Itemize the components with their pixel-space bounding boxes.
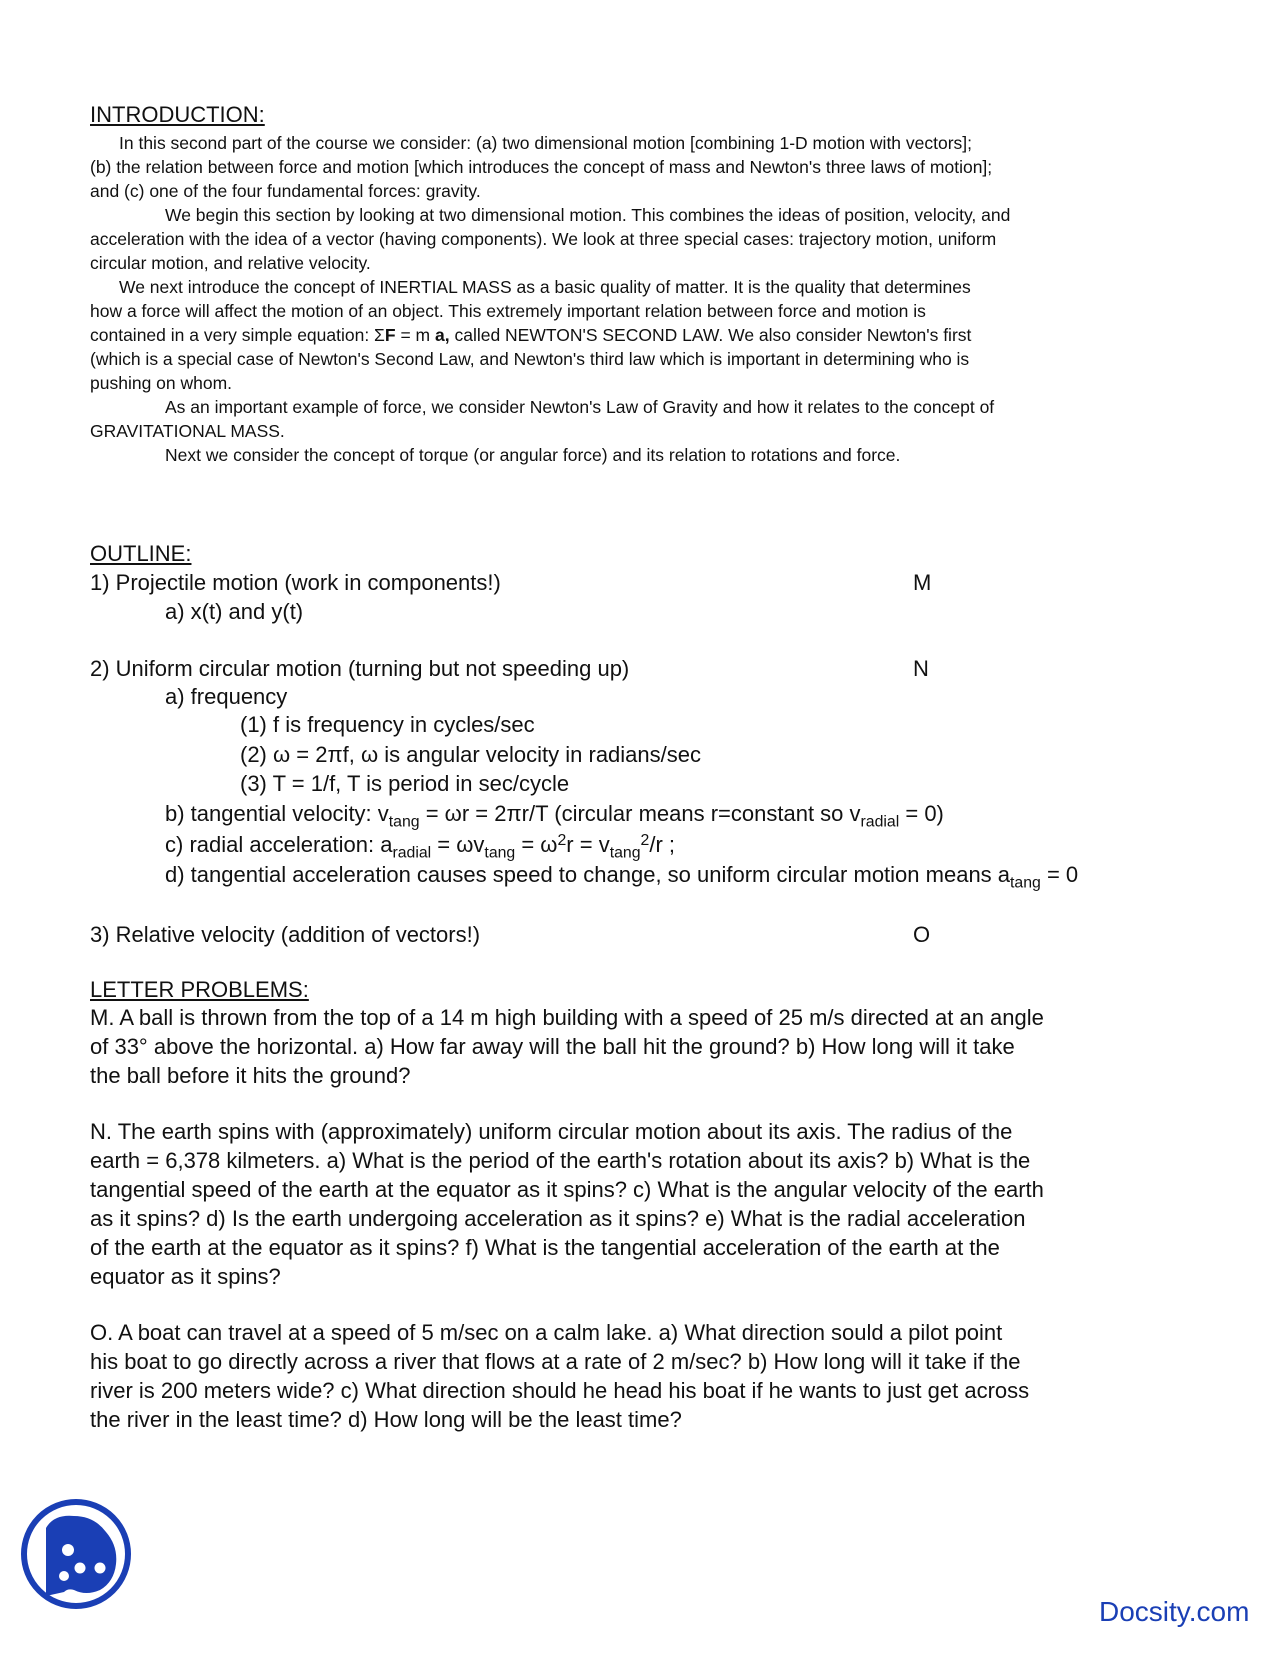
outline-subitem: a) frequency xyxy=(165,684,288,709)
outline-subitem: a) x(t) and y(t) xyxy=(165,599,304,624)
subscript: tang xyxy=(1010,874,1041,892)
docsity-brand-link[interactable]: Docsity.com xyxy=(1099,1596,1250,1627)
problem-o-line: river is 200 meters wide? c) What direction should he head his boat if he wants to just get across xyxy=(90,1378,1030,1403)
subscript: radial xyxy=(392,844,432,862)
outline-letter-m: M xyxy=(913,570,932,595)
subscript: tang xyxy=(609,844,641,862)
intro-line: acceleration with the idea of a vector (having components). We look at three special cases: trajectory motion, uniform xyxy=(90,229,997,249)
outline-subitem-tangential-velocity xyxy=(165,800,944,831)
outline-heading: OUTLINE: xyxy=(90,541,192,566)
intro-line: and (c) one of the four fundamental forces: gravity. xyxy=(90,181,481,201)
outline-subitem-tangential-acceleration xyxy=(165,861,1079,892)
problem-m-line: the ball before it hits the ground? xyxy=(90,1063,411,1088)
problems-heading: LETTER PROBLEMS: xyxy=(90,977,309,1002)
outline-item-projectile: 1) Projectile motion (work in components!) xyxy=(90,570,501,595)
intro-line: pushing on whom. xyxy=(90,373,233,393)
intro-line: We begin this section by looking at two dimensional motion. This combines the ideas of position, velocity, and xyxy=(165,205,1011,225)
intro-line: As an important example of force, we consider Newton's Law of Gravity and how it relates to the concept of xyxy=(165,397,995,417)
text-part: = ωv xyxy=(431,832,485,857)
outline-subsubitem: (1) f is frequency in cycles/sec xyxy=(240,712,535,737)
subscript: tang xyxy=(484,844,516,862)
equation-force: F xyxy=(384,325,396,345)
text-part: d) tangential acceleration causes speed to change, so uniform circular motion means a xyxy=(165,862,1011,887)
intro-heading: INTRODUCTION: xyxy=(90,102,265,127)
problem-n-line: tangential speed of the earth at the equator as it spins? c) What is the angular velocity of the earth xyxy=(90,1177,1044,1202)
text-part: b) tangential velocity: v xyxy=(165,801,389,826)
superscript: 2 xyxy=(557,831,567,849)
outline-subsubitem: (2) ω = 2πf, ω is angular velocity in radians/sec xyxy=(240,742,702,767)
outline-subsubitem: (3) T = 1/f, T is period in sec/cycle xyxy=(240,771,570,796)
equation-mid: = m xyxy=(395,325,435,345)
outline-letter-o: O xyxy=(913,922,931,947)
intro-line: GRAVITATIONAL MASS. xyxy=(90,421,285,441)
problem-n-line: of the earth at the equator as it spins? f) What is the tangential acceleration of the earth at the xyxy=(90,1235,1000,1260)
outline-letter-n: N xyxy=(913,656,929,681)
problem-o-line: the river in the least time? d) How long will be the least time? xyxy=(90,1407,682,1432)
problem-m-line: M. A ball is thrown from the top of a 14 m high building with a speed of 25 m/s directed at an angle xyxy=(90,1005,1044,1030)
equation-pre: contained in a very simple equation: Σ xyxy=(90,325,385,345)
equation-accel: a, xyxy=(434,325,450,345)
problem-n-line: as it spins? d) Is the earth undergoing acceleration as it spins? e) What is the radial acceleration xyxy=(90,1206,1026,1231)
problem-n-line: N. The earth spins with (approximately) uniform circular motion about its axis. The radius of the xyxy=(90,1119,1013,1144)
text-part: = 0 xyxy=(1040,862,1079,887)
text-part: = ω xyxy=(515,832,558,857)
intro-line: We next introduce the concept of INERTIAL MASS as a basic quality of matter. It is the quality that determines xyxy=(119,277,971,297)
text-part: = 0) xyxy=(899,801,944,826)
outline-subitem-radial-acceleration xyxy=(165,831,675,862)
intro-line: (b) the relation between force and motion [which introduces the concept of mass and Newton's three laws of motion]; xyxy=(90,157,993,177)
problem-n-line: earth = 6,378 kilmeters. a) What is the period of the earth's rotation about its axis? b) What is the xyxy=(90,1148,1031,1173)
intro-line: In this second part of the course we consider: (a) two dimensional motion [combining 1-D motion with vectors]; xyxy=(119,133,973,153)
problem-m-line: of 33° above the horizontal. a) How far away will the ball hit the ground? b) How long will it take xyxy=(90,1034,1015,1059)
outline-item-circular: 2) Uniform circular motion (turning but not speeding up) xyxy=(90,656,630,681)
intro-line: circular motion, and relative velocity. xyxy=(90,253,371,273)
intro-line-equation xyxy=(90,323,971,347)
docsity-logo-icon[interactable] xyxy=(20,1498,132,1610)
intro-line: how a force will affect the motion of an object. This extremely important relation between force and motion is xyxy=(90,301,926,321)
superscript: 2 xyxy=(640,831,650,849)
intro-line: (which is a special case of Newton's Second Law, and Newton's third law which is important in determining who is xyxy=(90,349,970,369)
problem-o-line: his boat to go directly across a river that flows at a rate of 2 m/sec? b) How long will it take if the xyxy=(90,1349,1021,1374)
equation-post: called NEWTON'S SECOND LAW. We also consider Newton's first xyxy=(449,325,972,345)
outline-item-relative-velocity: 3) Relative velocity (addition of vectors!) xyxy=(90,922,481,947)
problem-o-line: O. A boat can travel at a speed of 5 m/sec on a calm lake. a) What direction sould a pilot point xyxy=(90,1320,1003,1345)
subscript: radial xyxy=(860,813,900,831)
subscript: tang xyxy=(388,813,420,831)
text-part: /r ; xyxy=(649,832,675,857)
intro-line: Next we consider the concept of torque (or angular force) and its relation to rotations and force. xyxy=(165,445,901,465)
problem-n-line: equator as it spins? xyxy=(90,1264,281,1289)
text-part: c) radial acceleration: a xyxy=(165,832,393,857)
text-part: = ωr = 2πr/T (circular means r=constant so v xyxy=(419,801,861,826)
text-part: r = v xyxy=(566,832,610,857)
